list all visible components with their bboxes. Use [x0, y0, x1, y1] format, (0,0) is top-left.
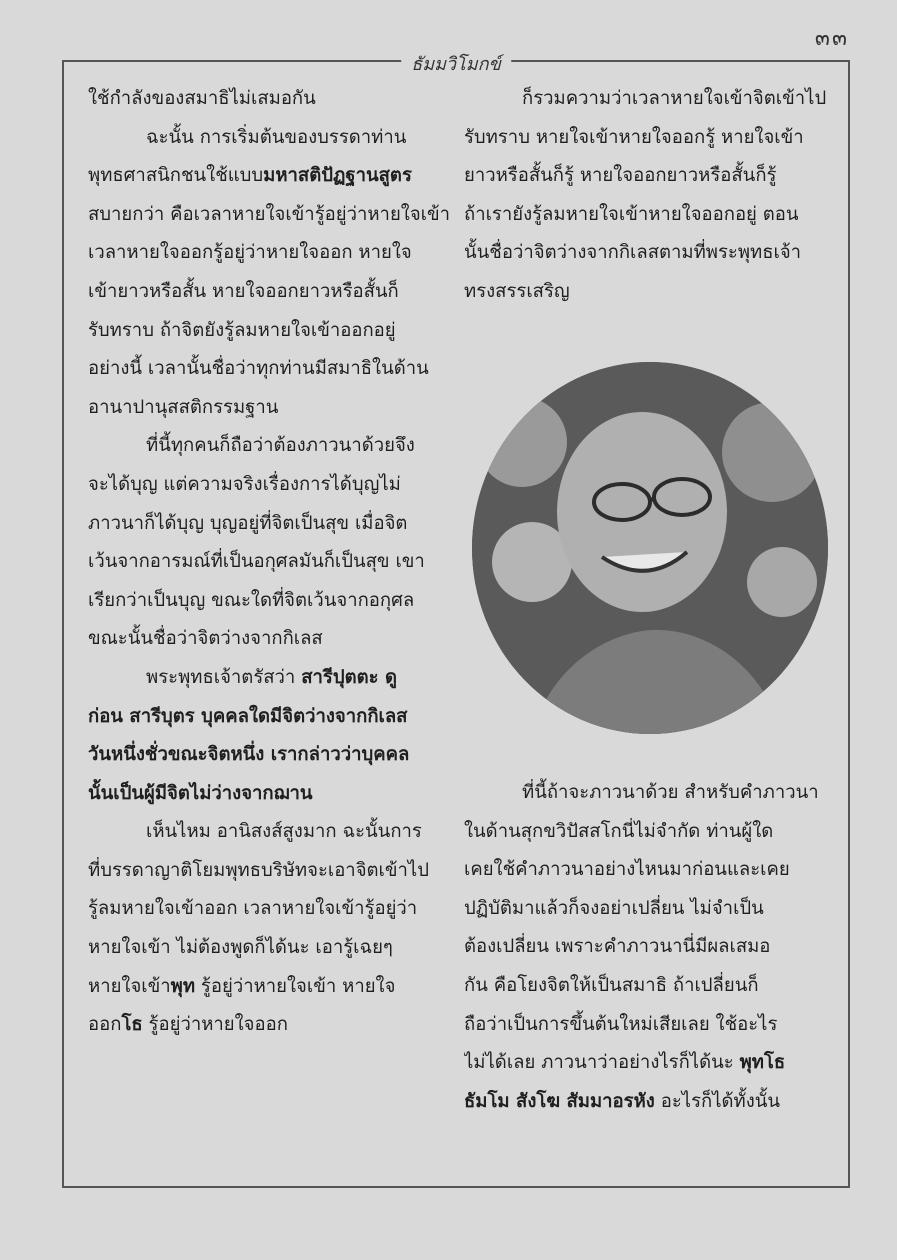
right-bottom-text-column: [464, 774, 834, 1121]
text-line: ที่นี้ถ้าจะภาวนาด้วย สำหรับคำภาวนา: [522, 782, 819, 803]
text-line: ใช้กำลังของสมาธิไม่เสมอกัน: [88, 88, 316, 109]
text-line: [88, 775, 456, 814]
text-span: ออก: [88, 1014, 122, 1036]
content-frame: [62, 54, 850, 1188]
text-line: รับทราบ ถ้าจิตยังรู้ลมหายใจเข้าออกอยู่: [88, 319, 396, 341]
text-line: เว้นจากอารมณ์ที่เป็นอกุศลมันก็เป็นสุข เขา: [88, 551, 425, 573]
text-line: สบายกว่า คือเวลาหายใจเข้ารู้อยู่ว่าหายใจเข้า: [88, 203, 451, 225]
monk-portrait-photo: [472, 362, 828, 734]
text-line: เข้ายาวหรือสั้น หายใจออกยาวหรือสั้นก็: [88, 280, 399, 302]
text-line: ปฏิบัติมาแล้วก็จงอย่าเปลี่ยน ไม่จำเป็น: [464, 897, 764, 919]
text-line: เรียกว่าเป็นบุญ ขณะใดที่จิตเว้นจากอกุศล: [88, 589, 415, 611]
text-line: [464, 1044, 834, 1083]
text-line: ถ้าเรายังรู้ลมหายใจเข้าหายใจออกอยู่ ตอน: [464, 203, 799, 225]
text-span: อะไรก็ได้ทั้งนั้น: [654, 1090, 781, 1112]
right-top-text-column: [464, 80, 834, 312]
text-span: ไม่ได้เลย ภาวนาว่าอย่างไรก็ได้นะ: [464, 1052, 740, 1074]
text-line: [88, 968, 456, 1007]
left-text-column: [88, 80, 456, 1045]
text-line: เคยใช้คำภาวนาอย่างไหนมาก่อนและเคย: [464, 859, 790, 881]
text-line: [88, 736, 456, 775]
text-line: นั้นชื่อว่าจิตว่างจากกิเลสตามที่พระพุทธเจ้า: [464, 242, 802, 264]
text-span: พุทธศาสนิกชนใช้แบบ: [88, 165, 264, 187]
text-line: หายใจเข้า ไม่ต้องพูดก็ได้นะ เอารู้เฉยๆ: [88, 937, 393, 959]
text-line: จะได้บุญ แต่ความจริงเรื่องการได้บุญไม่: [88, 473, 401, 495]
bold-text: ก่อน สารีบุตร บุคคลใดมีจิตว่างจากกิเลส: [88, 705, 408, 727]
bold-text: พุท: [170, 975, 196, 997]
text-line: รับทราบ หายใจเข้าหายใจออกรู้ หายใจเข้า: [464, 126, 804, 148]
text-line: ภาวนาก็ได้บุญ บุญอยู่ที่จิตเป็นสุข เมื่อจิต: [88, 512, 408, 534]
text-line: [88, 157, 456, 196]
bold-text: มหาสติปัฏฐานสูตร: [263, 165, 412, 187]
text-line: ยาวหรือสั้นก็รู้ หายใจออกยาวหรือสั้นก็รู้: [464, 165, 777, 187]
text-line: [88, 659, 456, 698]
text-line: กัน คือโยงจิตให้เป็นสมาธิ ถ้าเปลี่ยนก็: [464, 974, 759, 996]
bold-text: สารีปุตตะ ดู: [301, 666, 397, 688]
text-line: ขณะนั้นชื่อว่าจิตว่างจากกิเลส: [88, 628, 323, 650]
text-line: ฉะนั้น การเริ่มต้นของบรรดาท่าน: [146, 126, 407, 148]
text-line: [88, 698, 456, 737]
text-line: เวลาหายใจออกรู้อยู่ว่าหายใจออก หายใจ: [88, 242, 412, 264]
text-line: อย่างนี้ เวลานั้นชื่อว่าทุกท่านมีสมาธิในด้าน: [88, 358, 429, 380]
text-line: [88, 1006, 456, 1045]
text-line: เห็นไหม อานิสงส์สูงมาก ฉะนั้นการ: [146, 821, 422, 843]
text-span: พระพุทธเจ้าตรัสว่า: [146, 666, 302, 688]
bold-text: โธ: [121, 1014, 143, 1036]
text-line: ทรงสรรเสริญ: [464, 280, 570, 302]
text-line: รู้ลมหายใจเข้าออก เวลาหายใจเข้ารู้อยู่ว่า: [88, 898, 418, 920]
text-line: ที่บรรดาญาติโยมพุทธบริษัทจะเอาจิตเข้าไป: [88, 859, 429, 881]
bold-text: นั้นเป็นผู้มีจิตไม่ว่างจากฌาน: [88, 782, 313, 804]
running-header: ธัมมวิโมกข์: [401, 49, 511, 78]
text-line: ต้องเปลี่ยน เพราะคำภาวนานี่มีผลเสมอ: [464, 936, 771, 958]
text-line: อานาปานุสสติกรรมฐาน: [88, 396, 279, 418]
text-line: ถือว่าเป็นการขึ้นต้นใหม่เสียเลย ใช้อะไร: [464, 1013, 778, 1035]
bold-text: พุทโธ: [739, 1052, 786, 1074]
bold-text: ธัมโม สังโฆ สัมมาอรหัง: [464, 1090, 655, 1112]
text-line: ในด้านสุกขวิปัสสโกนี่ไม่จำกัด ท่านผู้ใด: [464, 820, 774, 842]
text-span: รู้อยู่ว่าหายใจเข้า หายใจ: [195, 975, 396, 997]
bold-text: วันหนึ่งชั่วขณะจิตหนึ่ง เรากล่าวว่าบุคคล: [88, 744, 410, 766]
text-span: รู้อยู่ว่าหายใจออก: [142, 1014, 288, 1036]
text-line: [464, 1083, 834, 1122]
text-line: ก็รวมความว่าเวลาหายใจเข้าจิตเข้าไป: [522, 88, 827, 109]
text-line: ที่นี้ทุกคนก็ถือว่าต้องภาวนาด้วยจึง: [146, 435, 415, 457]
page-number: ๓๓: [814, 26, 849, 51]
text-span: หายใจเข้า: [88, 975, 171, 997]
